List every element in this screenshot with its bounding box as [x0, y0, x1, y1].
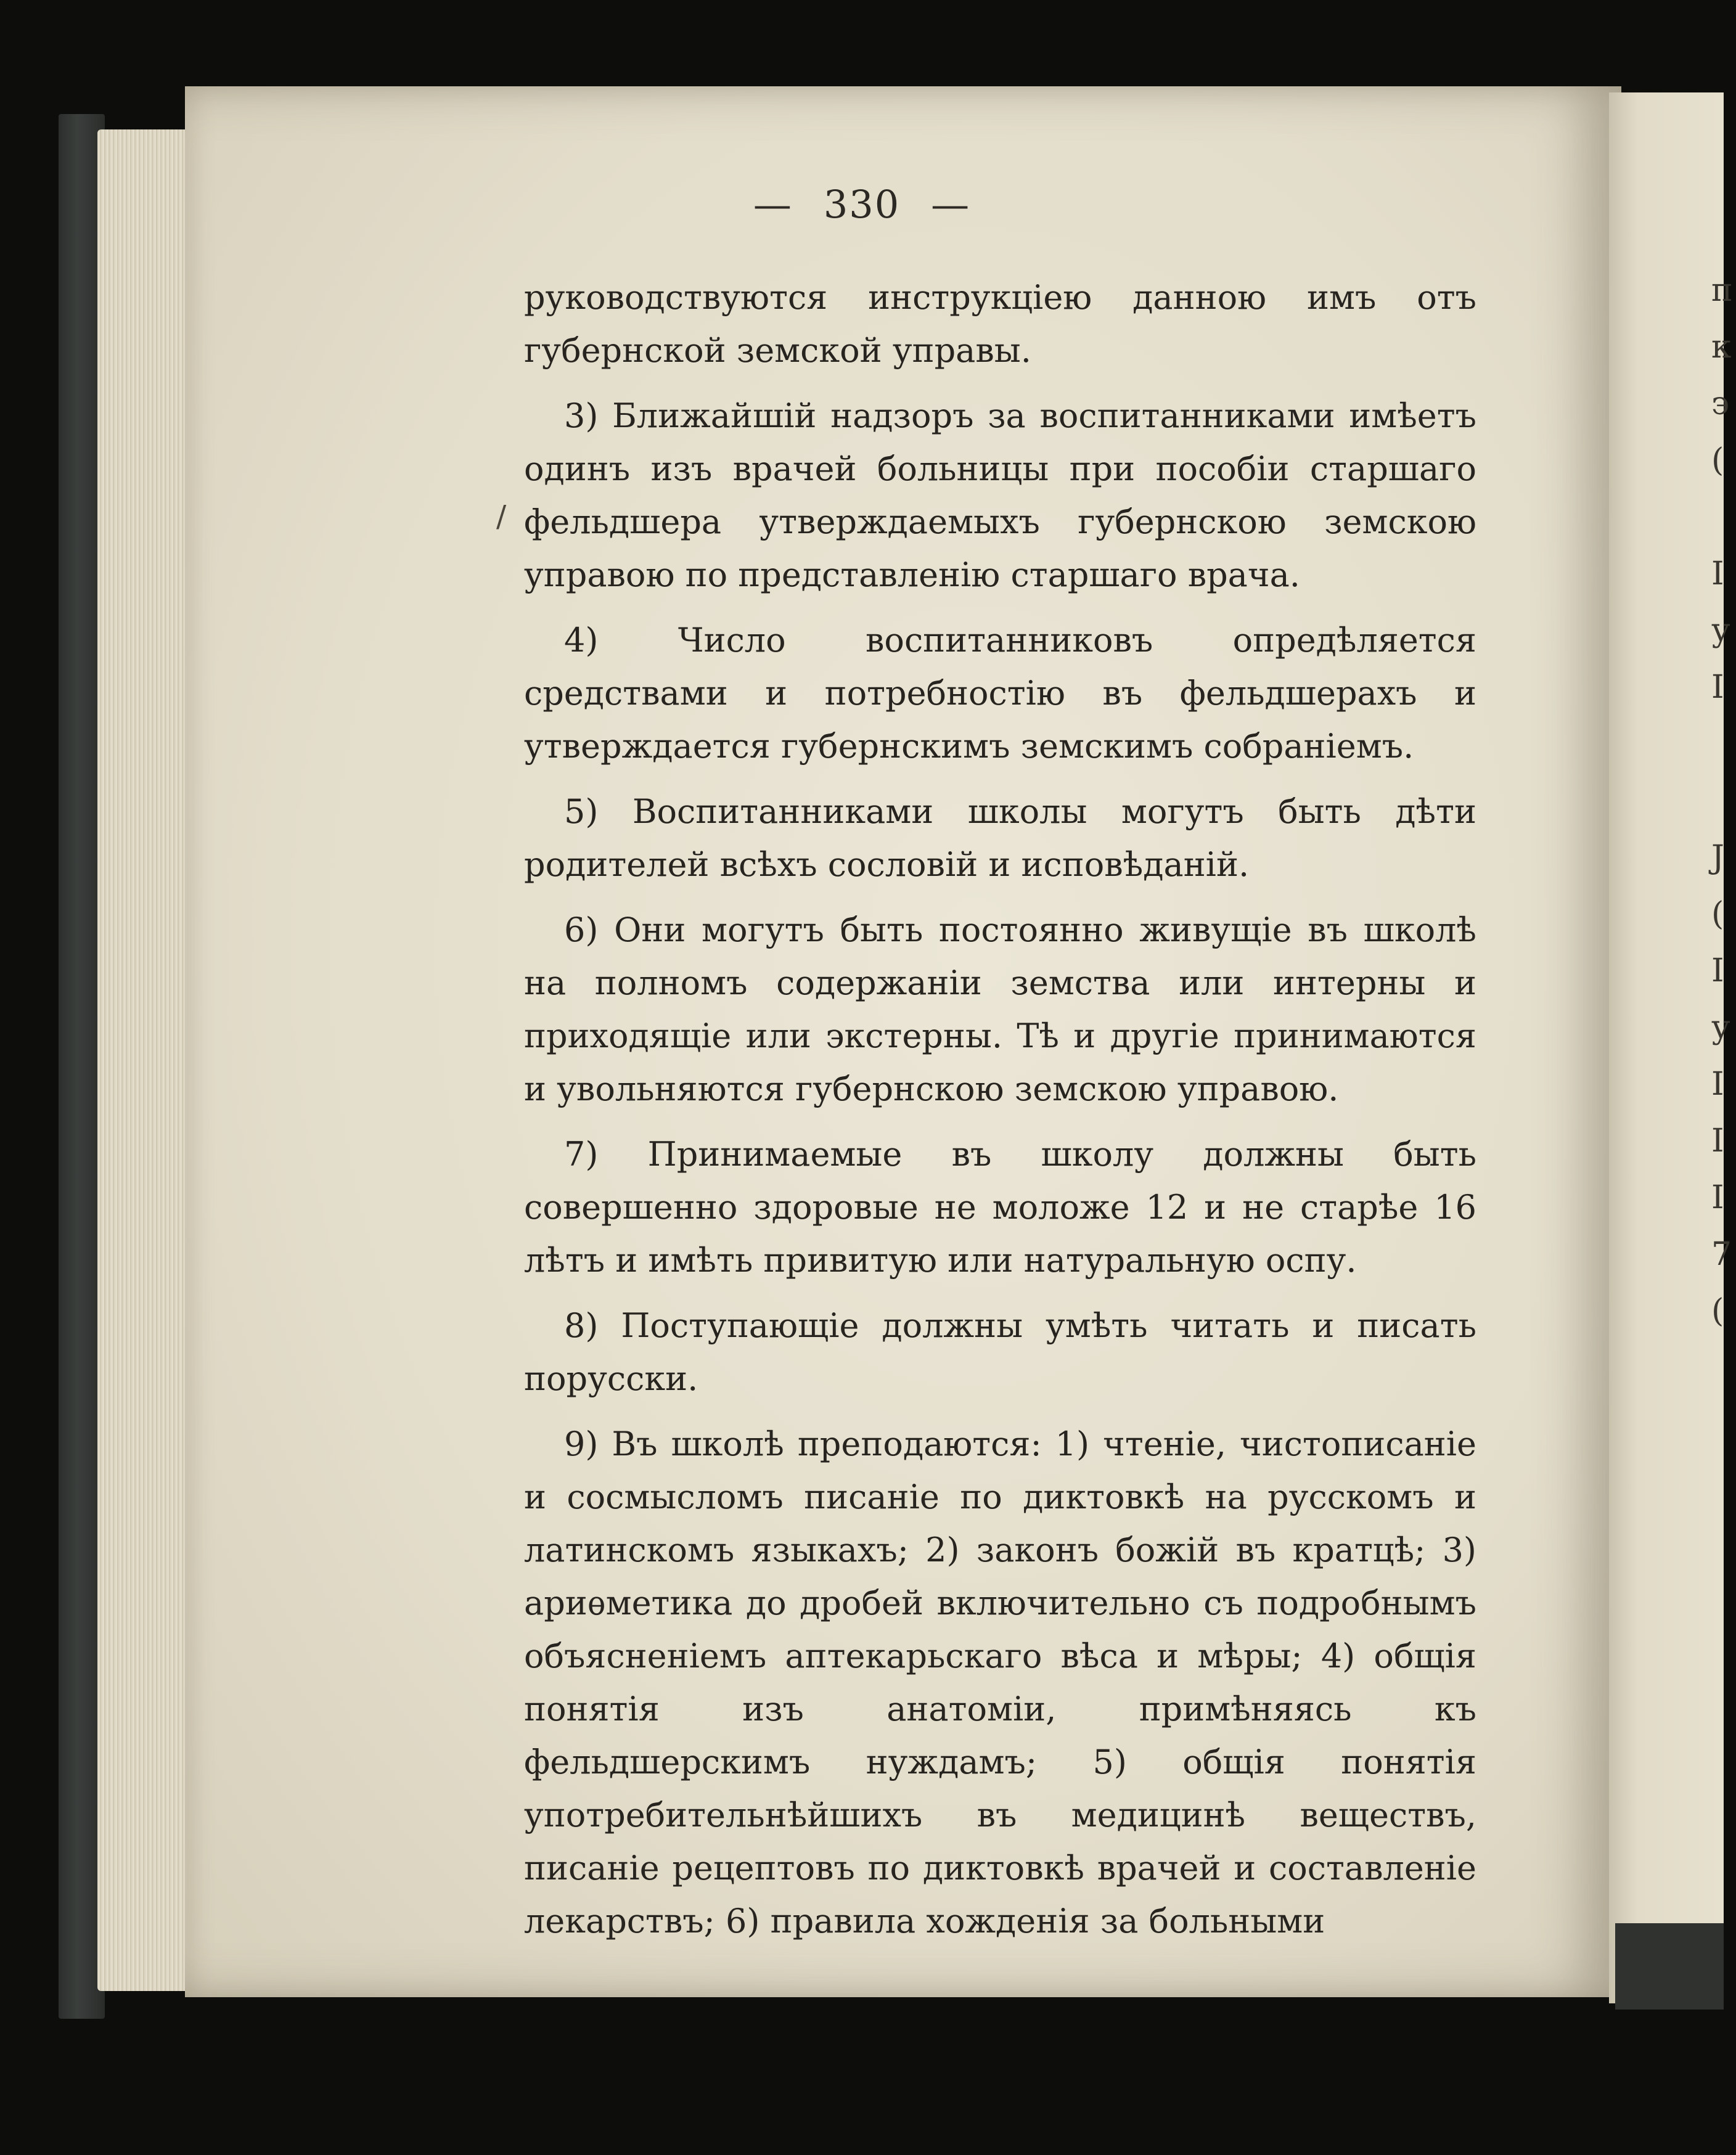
right-page-glyph: (	[1711, 896, 1724, 933]
page-edges	[97, 129, 190, 1991]
paragraph-item-9: 9) Въ школѣ преподаются: 1) чтенiе, чистописанiе и сосмысломъ писанiе по диктовкѣ на русскомъ и латинскомъ языкахъ; 2) законъ божiй въ кратцѣ; 3) ариѳметика до дробей включительно съ подробнымъ объясненiемъ аптекарьскаго вѣса и мѣры; 4) общiя понятiя изъ анатомiи, примѣняясь къ фельдшерскимъ нуждамъ; 5) общiя понятiя употребительнѣйшихъ въ медицинѣ веществъ, писанiе рецептовъ по диктовкѣ врачей и составленiе лекарствъ; 6) правила хожденiя за больными	[524, 1425, 1476, 1940]
right-page-glyph: п	[1711, 272, 1733, 309]
right-page-glyph: I	[1711, 1122, 1724, 1159]
right-page-glyph: у	[1711, 612, 1730, 649]
right-page-glyph: J	[1711, 839, 1724, 876]
right-page-glyph: э	[1711, 385, 1730, 422]
right-page-glyph: у	[1711, 1009, 1730, 1046]
right-page-glyph: I	[1711, 1179, 1724, 1216]
right-page-glyph	[1711, 716, 1736, 772]
paragraph-item-6: 6) Они могутъ быть постоянно живущiе въ школѣ на полномъ содержанiи земства или интерны и приходящiе или экстерны. Тѣ и другiе принимаются и увольняются губернскою земскою управою.	[524, 910, 1476, 1108]
paragraph: руководствуются инструкцiею данною имъ отъ губернской земской управы.	[524, 278, 1476, 370]
right-page-glyph	[1711, 489, 1736, 546]
page-number-dash-right: —	[931, 182, 971, 227]
page-number-dash-left: —	[753, 182, 793, 227]
right-page-glyph: I	[1711, 555, 1724, 592]
right-page-glyph: (	[1711, 442, 1724, 479]
paragraph-item-3: 3) Ближайшiй надзоръ за воспитанниками имѣетъ одинъ изъ врачей больницы при пособiи старшаго фельдшера утверждаемыхъ губернскою земскою управою по представленiю старшаго врача.	[524, 396, 1476, 594]
page-number	[0, 182, 1724, 227]
right-page-glyph: 7	[1711, 1236, 1732, 1273]
right-page-glyph	[1711, 772, 1736, 829]
right-page	[1609, 92, 1733, 2003]
page-number-value: 330	[823, 182, 901, 227]
right-page-glyph: к	[1711, 329, 1732, 366]
right-page-glyph: I	[1711, 1066, 1724, 1103]
paragraph-item-7: 7) Принимаемые въ школу должны быть совершенно здоровые не моложе 12 и не старѣе 16 лѣтъ и имѣть привитую или натуральную оспу.	[524, 1135, 1476, 1280]
right-page-glyph: I	[1711, 952, 1724, 989]
right-page-glyph: (	[1711, 1293, 1724, 1330]
pencil-mark-icon: /	[496, 499, 507, 534]
paragraph-item-4: 4) Число воспитанниковъ опредѣляется средствами и потребностiю въ фельдшерахъ и утверждается губернскимъ земскимъ собранiемъ.	[524, 621, 1476, 766]
paragraph-item-8: 8) Поступающiе должны умѣть читать и писать порусски.	[524, 1306, 1476, 1398]
right-page-glyph: I	[1711, 669, 1724, 706]
book-cover-right	[1615, 1923, 1724, 2010]
page-body	[524, 271, 1476, 1960]
right-page-text	[1711, 262, 1736, 1339]
paragraph-item-5: 5) Воспитанниками школы могутъ быть дѣти родителей всѣхъ сословiй и исповѣданiй.	[524, 792, 1476, 884]
